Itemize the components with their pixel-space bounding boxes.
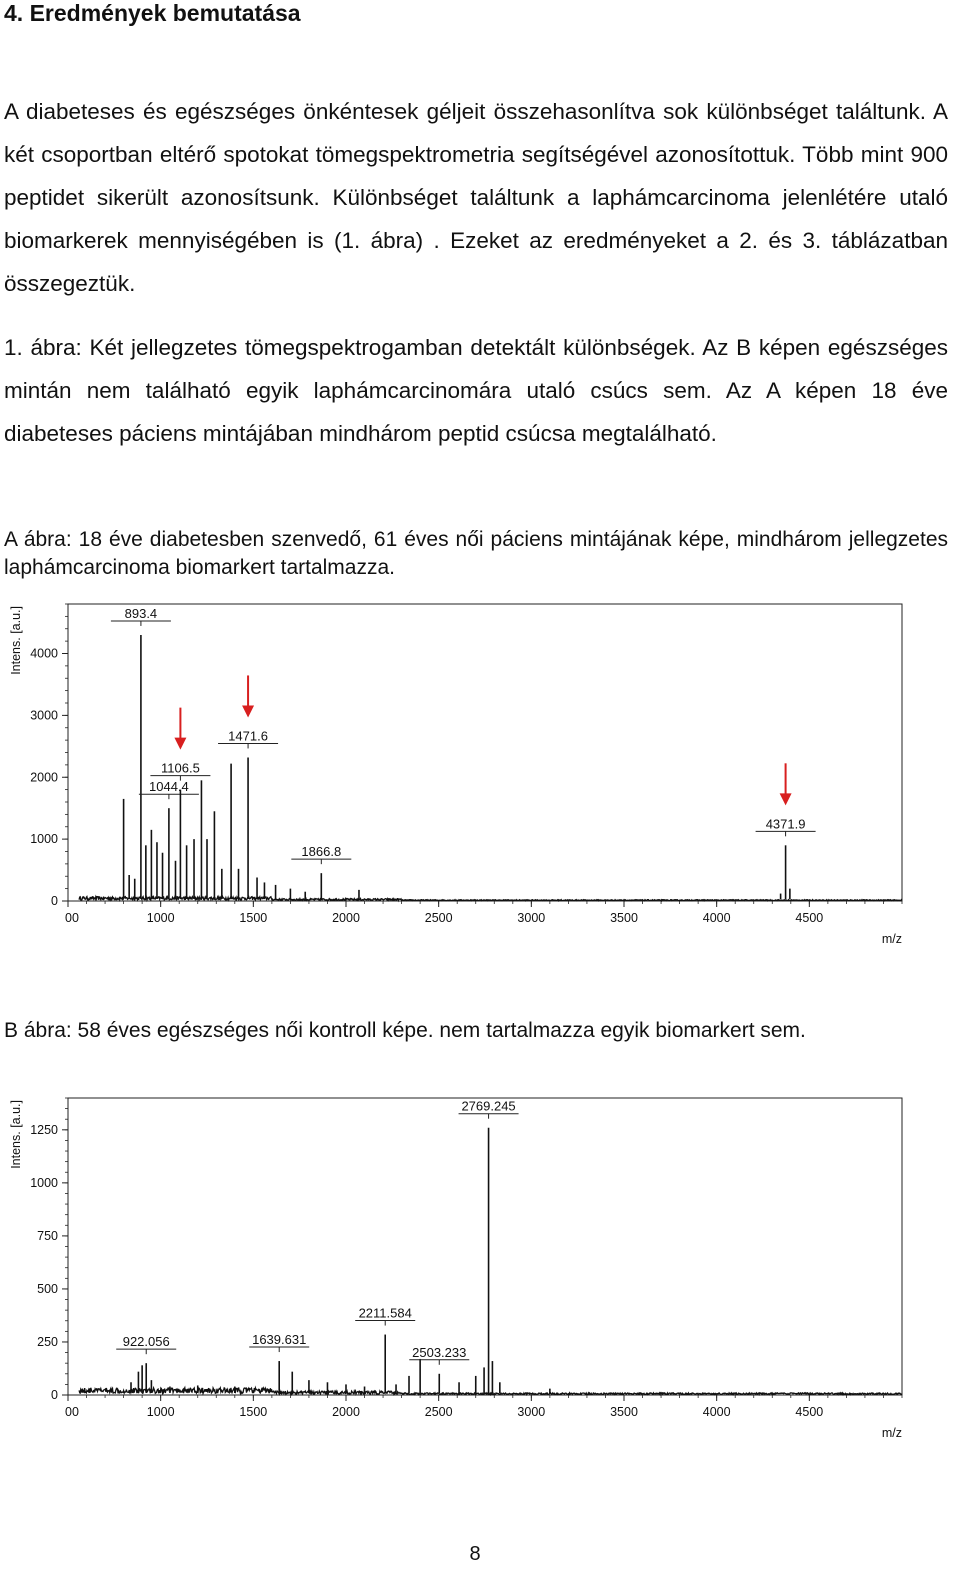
- y-tick-label: 0: [51, 894, 58, 908]
- x-tick-label: 2000: [332, 1405, 360, 1419]
- peak-label: 1044.4: [149, 779, 189, 795]
- peak-label: 1106.5: [161, 760, 200, 776]
- y-tick-label: 0: [51, 1388, 58, 1402]
- section-heading: 4. Eredmények bemutatása: [4, 0, 301, 26]
- page-number: 8: [469, 1543, 481, 1565]
- x-tick-label: 4000: [702, 1405, 731, 1419]
- y-axis-label: Intens. [a.u.]: [9, 606, 23, 675]
- x-tick-label: 1500: [239, 1405, 268, 1419]
- spectrum-baseline: [79, 897, 902, 901]
- biomarker-arrow-head: [780, 793, 792, 805]
- figure-1-caption: 1. ábra: Két jellegzetes tömegspektrogamban detektált különbségek. Az B képen egészséges mintán nem található egyik laphámcarcinomára utaló csúcs sem. Az A képen 18 éve diabeteses páciens mintájában mindhárom peptid csúcsa megtalálható.: [4, 335, 948, 446]
- x-tick-label: 3500: [610, 1405, 638, 1419]
- peak-label: 922.056: [122, 1334, 170, 1350]
- x-tick-label: 2500: [424, 911, 453, 925]
- results-paragraph: A diabeteses és egészséges önkéntesek géljeit összehasonlítva sok különbséget találtunk. A két csoportban eltérő spotokat tömegspektrometria segítségével azonosítottuk. Több mint 900 peptidet sikerült azonosítsunk. Különbséget találtunk a laphámcarcinoma jelenlétére utaló biomarkerek mennyiségében is (1. ábra) . Ezeket az eredményeket a 2. és 3. táblázatban összegeztük.: [4, 99, 948, 296]
- mass-spectrum-a: [0, 596, 960, 956]
- peak-label: 4371.9: [765, 816, 806, 832]
- x-tick-label: 1000: [146, 1405, 175, 1419]
- x-tick-label: 1500: [239, 911, 268, 925]
- x-tick-label: 3500: [610, 911, 638, 925]
- x-tick-label: 00: [65, 1405, 79, 1419]
- biomarker-arrow: [174, 708, 186, 750]
- y-tick-label: 250: [37, 1334, 58, 1349]
- x-tick-label: 1000: [146, 911, 175, 925]
- y-tick-label: 1000: [30, 832, 58, 847]
- y-tick-label: 1000: [30, 1175, 58, 1190]
- x-tick-label: 2000: [332, 911, 360, 925]
- mass-spectrum-b: [0, 1090, 960, 1450]
- peak-label: 1471.6: [228, 728, 268, 744]
- peak-label: 2769.245: [461, 1098, 516, 1114]
- peak-label: 1639.631: [252, 1332, 307, 1348]
- plot-frame: [68, 1098, 902, 1395]
- peak-label: 1866.8: [301, 844, 342, 860]
- x-axis-label: m/z: [881, 1426, 902, 1440]
- x-axis-label: m/z: [881, 932, 902, 946]
- y-tick-label: 3000: [30, 708, 58, 723]
- biomarker-arrow-head: [174, 738, 186, 750]
- x-tick-label: 3000: [517, 911, 546, 925]
- biomarker-arrow-head: [242, 705, 254, 717]
- y-tick-label: 1250: [30, 1122, 58, 1137]
- x-tick-label: 2500: [424, 1405, 453, 1419]
- y-tick-label: 500: [37, 1281, 58, 1296]
- y-tick-label: 4000: [30, 646, 58, 661]
- spectrum-baseline: [79, 1388, 902, 1395]
- figure-a-caption: A ábra: 18 éve diabetesben szenvedő, 61 éves női páciens mintájának képe, mindhárom jellegzetes laphámcarcinoma biomarkert tartalmazza.: [4, 528, 948, 579]
- y-axis-label: Intens. [a.u.]: [9, 1100, 23, 1169]
- peak-label: 2211.584: [358, 1305, 412, 1321]
- x-tick-label: 00: [65, 911, 79, 925]
- peak-label: 2503.233: [412, 1344, 467, 1360]
- y-tick-label: 2000: [30, 770, 58, 785]
- x-tick-label: 4500: [795, 1405, 824, 1419]
- x-tick-label: 4500: [795, 911, 824, 925]
- peak-label: 893.4: [124, 605, 158, 621]
- biomarker-arrow: [780, 763, 792, 805]
- x-tick-label: 3000: [517, 1405, 546, 1419]
- plot-frame: [68, 604, 902, 901]
- figure-b-caption: B ábra: 58 éves egészséges női kontroll képe. nem tartalmazza egyik biomarkert sem.: [4, 1019, 806, 1042]
- y-tick-label: 750: [37, 1228, 58, 1243]
- biomarker-arrow: [242, 675, 254, 717]
- x-tick-label: 4000: [702, 911, 731, 925]
